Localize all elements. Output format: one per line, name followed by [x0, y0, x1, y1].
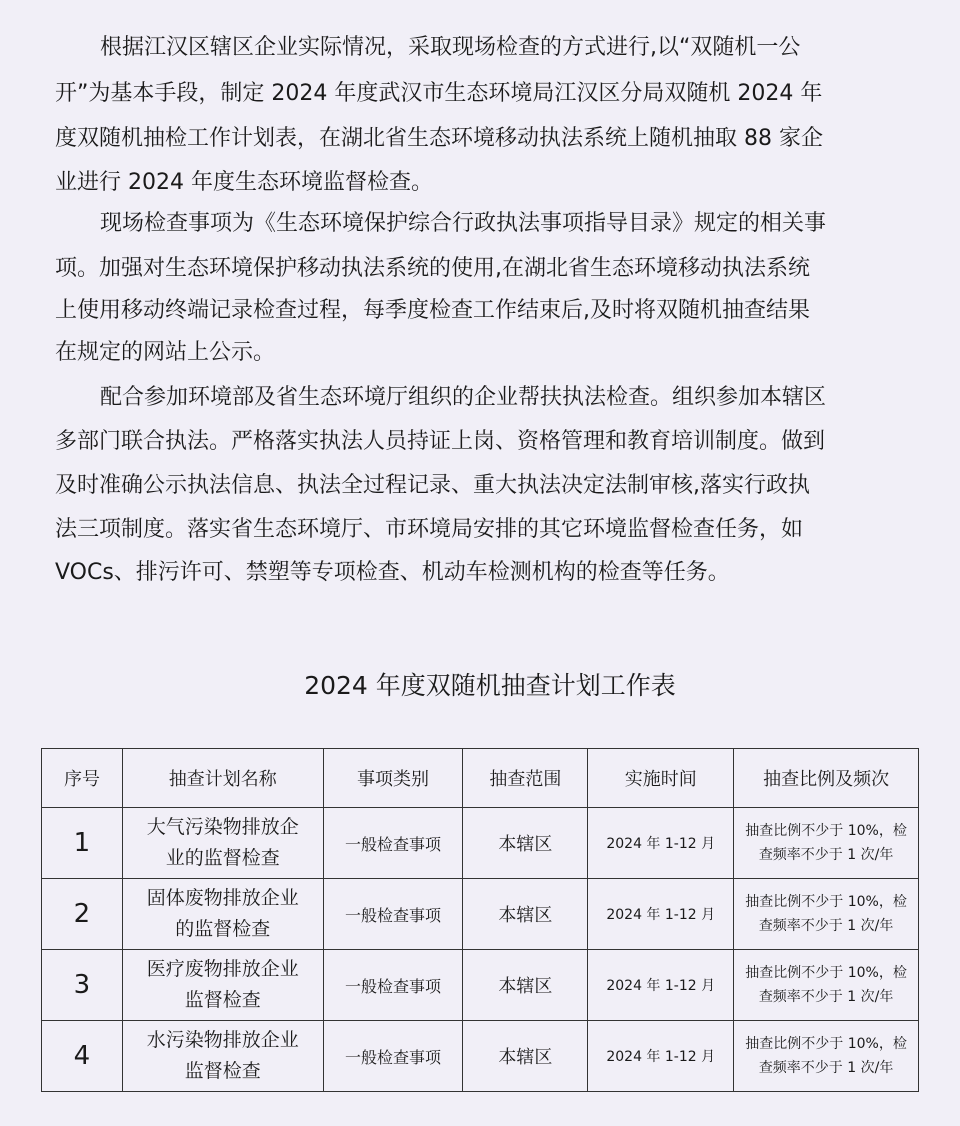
- cell-time: 2024 年 1-12 月: [588, 950, 734, 1021]
- table-header-row: [42, 749, 919, 808]
- name-line: 大气污染物排放企: [146, 816, 299, 838]
- freq-line: 抽查比例不少于 10%，检: [745, 823, 907, 839]
- freq-line: 查频率不少于 1 次/年: [758, 1060, 894, 1076]
- cell-no: 1: [42, 808, 123, 879]
- paragraph-3-line: 及时准确公示执法信息、执法全过程记录、重大执法决定法制审核,落实行政执: [55, 473, 810, 498]
- paragraph-1-line: 开”为基本手段，制定 2024 年度武汉市生态环境局江汉区分局双随机 2024 年: [55, 81, 823, 106]
- paragraph-2-line: 上使用移动终端记录检查过程，每季度检查工作结束后,及时将双随机抽查结果: [55, 298, 810, 323]
- paragraph-1-line: 根据江汉区辖区企业实际情况，采取现场检查的方式进行,以“双随机一公: [100, 35, 801, 60]
- paragraph-3-line: VOCs、排污许可、禁塑等专项检查、机动车检测机构的检查等任务。: [55, 560, 730, 585]
- paragraph-1-line: 业进行 2024 年度生态环境监督检查。: [55, 170, 433, 195]
- cell-no: 4: [42, 1021, 123, 1092]
- cell-time: 2024 年 1-12 月: [588, 1021, 734, 1092]
- table-title: 2024 年度双随机抽查计划工作表: [304, 671, 676, 700]
- cell-no: 2: [42, 879, 123, 950]
- header-time: 实施时间: [588, 749, 734, 808]
- table-row: [42, 950, 919, 1021]
- cell-name: [122, 879, 323, 950]
- name-line: 监督检查: [184, 1060, 261, 1082]
- cell-type: 一般检查事项: [323, 879, 463, 950]
- freq-line: 抽查比例不少于 10%，检: [745, 894, 907, 910]
- cell-name: [122, 1021, 323, 1092]
- table-row: [42, 808, 919, 879]
- header-no: 序号: [42, 749, 123, 808]
- name-line: 监督检查: [184, 989, 261, 1011]
- paragraph-2-line: 在规定的网站上公示。: [55, 340, 276, 365]
- paragraph-3-line: 法三项制度。落实省生态环境厅、市环境局安排的其它环境监督检查任务，如: [55, 517, 804, 542]
- header-type: 事项类别: [323, 749, 463, 808]
- name-line: 固体废物排放企业: [146, 887, 299, 909]
- cell-type: 一般检查事项: [323, 808, 463, 879]
- cell-time: 2024 年 1-12 月: [588, 879, 734, 950]
- freq-line: 查频率不少于 1 次/年: [758, 918, 894, 934]
- name-line: 的监督检查: [175, 918, 271, 940]
- cell-name: [122, 808, 323, 879]
- cell-type: 一般检查事项: [323, 950, 463, 1021]
- freq-line: 查频率不少于 1 次/年: [758, 847, 894, 863]
- cell-name: [122, 950, 323, 1021]
- paragraph-2-line: 现场检查事项为《生态环境保护综合行政执法事项指导目录》规定的相关事: [100, 211, 827, 236]
- cell-freq: [734, 879, 919, 950]
- cell-no: 3: [42, 950, 123, 1021]
- cell-scope: 本辖区: [463, 879, 588, 950]
- cell-time: 2024 年 1-12 月: [588, 808, 734, 879]
- table-row: [42, 879, 919, 950]
- freq-line: 抽查比例不少于 10%，检: [745, 1036, 907, 1052]
- paragraph-3-line: 配合参加环境部及省生态环境厅组织的企业帮扶执法检查。组织参加本辖区: [100, 385, 827, 410]
- paragraph-2-line: 项。加强对生态环境保护移动执法系统的使用,在湖北省生态环境移动执法系统: [55, 256, 810, 281]
- cell-type: 一般检查事项: [323, 1021, 463, 1092]
- freq-line: 查频率不少于 1 次/年: [758, 989, 894, 1005]
- cell-scope: 本辖区: [463, 1021, 588, 1092]
- name-line: 业的监督检查: [165, 847, 280, 869]
- header-name: 抽查计划名称: [122, 749, 323, 808]
- cell-freq: [734, 1021, 919, 1092]
- header-freq: 抽查比例及频次: [734, 749, 919, 808]
- plan-table: [41, 748, 919, 1092]
- table-row: [42, 1021, 919, 1092]
- cell-freq: [734, 950, 919, 1021]
- freq-line: 抽查比例不少于 10%，检: [745, 965, 907, 981]
- name-line: 水污染物排放企业: [146, 1029, 299, 1051]
- header-scope: 抽查范围: [463, 749, 588, 808]
- paragraph-3-line: 多部门联合执法。严格落实执法人员持证上岗、资格管理和教育培训制度。做到: [55, 429, 826, 454]
- cell-freq: [734, 808, 919, 879]
- name-line: 医疗废物排放企业: [146, 958, 299, 980]
- cell-scope: 本辖区: [463, 808, 588, 879]
- paragraph-1-line: 度双随机抽检工作计划表，在湖北省生态环境移动执法系统上随机抽取 88 家企: [55, 126, 823, 151]
- cell-scope: 本辖区: [463, 950, 588, 1021]
